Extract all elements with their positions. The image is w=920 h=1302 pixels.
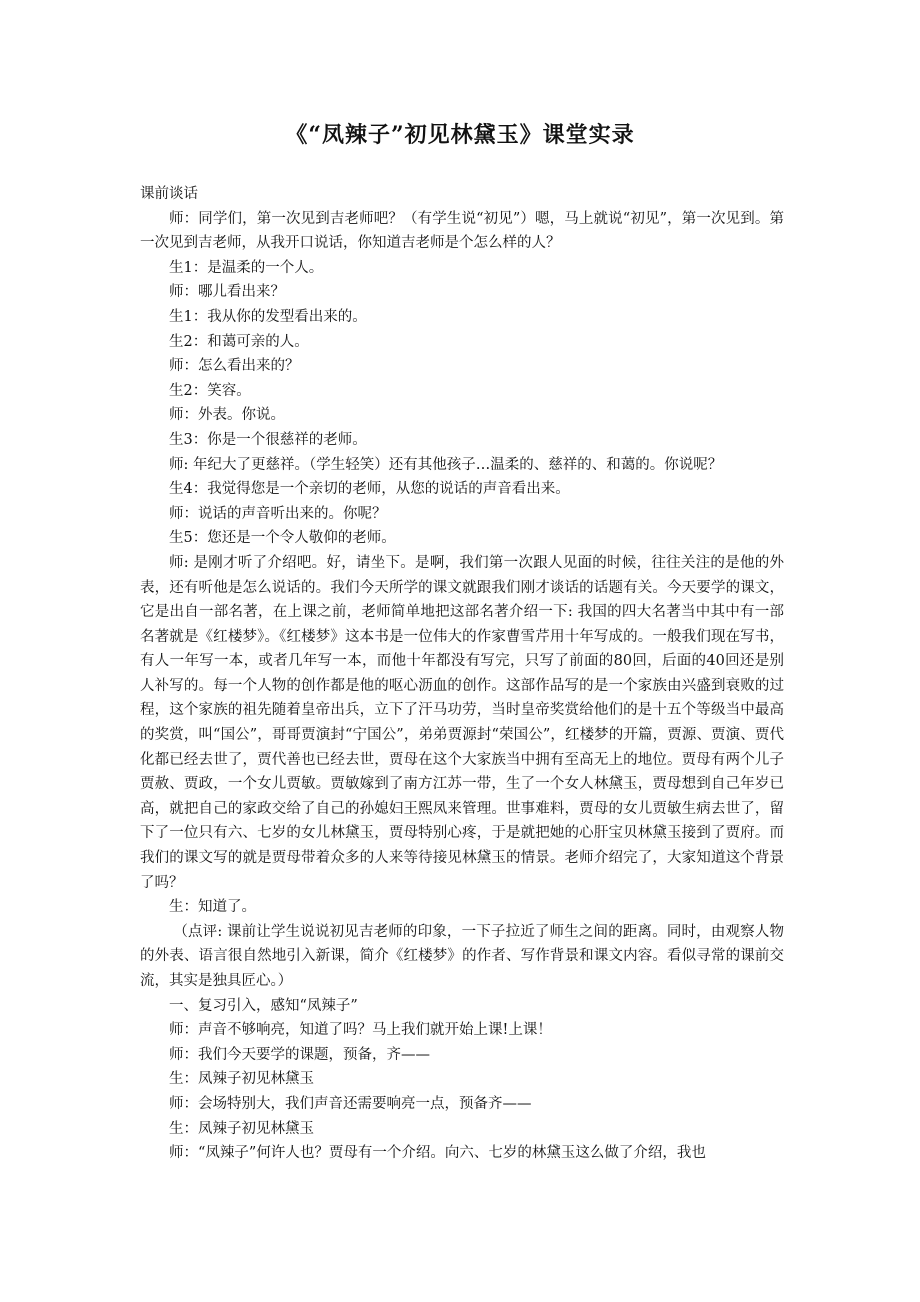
paragraph-dialogue: 生3：你是一个很慈祥的老师。 bbox=[169, 431, 367, 448]
paragraph-teacher-intro: 师：同学们，第一次见到吉老师吧？（有学生说“初见”）嗯，马上就说“初见”，第一次见到。第一次见到吉老师，从我开口说话，你知道吉老师是个怎么样的人？ bbox=[140, 210, 784, 252]
paragraph-dialogue: 生：凤辣子初见林黛玉 bbox=[169, 1120, 314, 1137]
document-body bbox=[140, 182, 784, 1166]
paragraph-dialogue: 师：我们今天要学的课题，预备，齐—— bbox=[169, 1046, 430, 1063]
document-title: 《“凤辣子”初见林黛玉》课堂实录 bbox=[285, 122, 635, 148]
paragraph-dialogue: 师：会场特别大，我们声音还需要响亮一点，预备齐—— bbox=[169, 1095, 532, 1112]
paragraph-dialogue: 师：声音不够响亮，知道了吗？马上我们就开始上课!上课！ bbox=[169, 1022, 552, 1039]
paragraph-dialogue: 生2：和蔼可亲的人。 bbox=[169, 333, 309, 350]
paragraph-dialogue: 生5：您还是一个令人敬仰的老师。 bbox=[169, 530, 396, 547]
paragraph-commentary: （点评: 课前让学生说说初见吉老师的印象，一下子拉近了师生之间的距离。同时，由观察人物的外表、语言很自然地引入新课，简介《红楼梦》的作者、写作背景和课文内容。看似寻常的课前交流，其实是独具匠心。） bbox=[140, 923, 784, 989]
paragraph-dialogue: 师：怎么看出来的？ bbox=[169, 358, 300, 375]
paragraph-dialogue: 生：凤辣子初见林黛玉 bbox=[169, 1071, 314, 1088]
paragraph-dialogue: 生1：我从你的发型看出来的。 bbox=[169, 308, 367, 325]
paragraph-dialogue: 师：“凤辣子”何许人也？贾母有一个介绍。向六、七岁的林黛玉这么做了介绍，我也 bbox=[169, 1145, 706, 1162]
paragraph-dialogue: 生：知道了。 bbox=[169, 899, 256, 916]
paragraph-dialogue: 师：哪儿看出来？ bbox=[169, 284, 285, 301]
paragraph-dialogue: 师: 年纪大了更慈祥。（学生轻笑）还有其他孩子…温柔的、慈祥的、和蔼的。你说呢？ bbox=[169, 456, 723, 473]
section-heading: 课前谈话 bbox=[140, 186, 198, 202]
paragraph-dialogue: 师：外表。你说。 bbox=[169, 407, 285, 424]
paragraph-book-introduction: 师: 是刚才听了介绍吧。好，请坐下。是啊，我们第一次跟人见面的时候，往往关注的是他的外表，还有听他是怎么说话的。我们今天所学的课文就跟我们刚才谈话的话题有关。今天要学的课文，它是出自一部名著，在上课之前，老师简单地把这部名著介绍一下: 我国的四大名著当中其中有一部名著就是《红楼梦》。《红楼梦》这本书是一位伟大的作家曹雪芹用十年写成的。一般我们现在写书，有人一年写一本，或者几年写一本，而他十年都没有写完，只写了前面的80回，后面的40回还是别人补写的。每一个人物的创作都是他的呕心沥血的创作。这部作品写的是一个家族由兴盛到衰败的过程，这个家族的祖先随着皇帝出兵，立下了汗马功劳，当时皇帝奖赏给他们的是十五个等级当中最高的奖赏，叫“国公”，哥哥贾演封“宁国公”，弟弟贾源封“荣国公”，红楼梦的开篇，贾源、贾演、贾代化都已经去世了，贾代善也已经去世，贾母在这个大家族当中拥有至高无上的地位。贾母有两个儿子贾赦、贾政，一个女儿贾敏。贾敏嫁到了南方江苏一带，生了一个女人林黛玉，贾母想到自己年岁已高，就把自己的家政交给了自己的孙媳妇王熙凤来管理。世事难料，贾母的女儿贾敏生病去世了，留下了一位只有六、七岁的女儿林黛玉，贾母特别心疼，于是就把她的心肝宝贝林黛玉接到了贾府。而我们的课文写的就是贾母带着众多的人来等待接见林黛玉的情景。老师介绍完了，大家知道这个背景了吗？ bbox=[140, 554, 784, 891]
paragraph-dialogue: 师：说话的声音听出来的。你呢？ bbox=[169, 505, 387, 522]
subsection-heading: 一、复习引入，感知“凤辣子” bbox=[169, 997, 358, 1014]
paragraph-dialogue: 生4：我觉得您是一个亲切的老师，从您的说话的声音看出来。 bbox=[169, 481, 570, 498]
paragraph-dialogue: 生2：笑容。 bbox=[169, 382, 251, 399]
paragraph-dialogue: 生1：是温柔的一个人。 bbox=[169, 259, 324, 276]
